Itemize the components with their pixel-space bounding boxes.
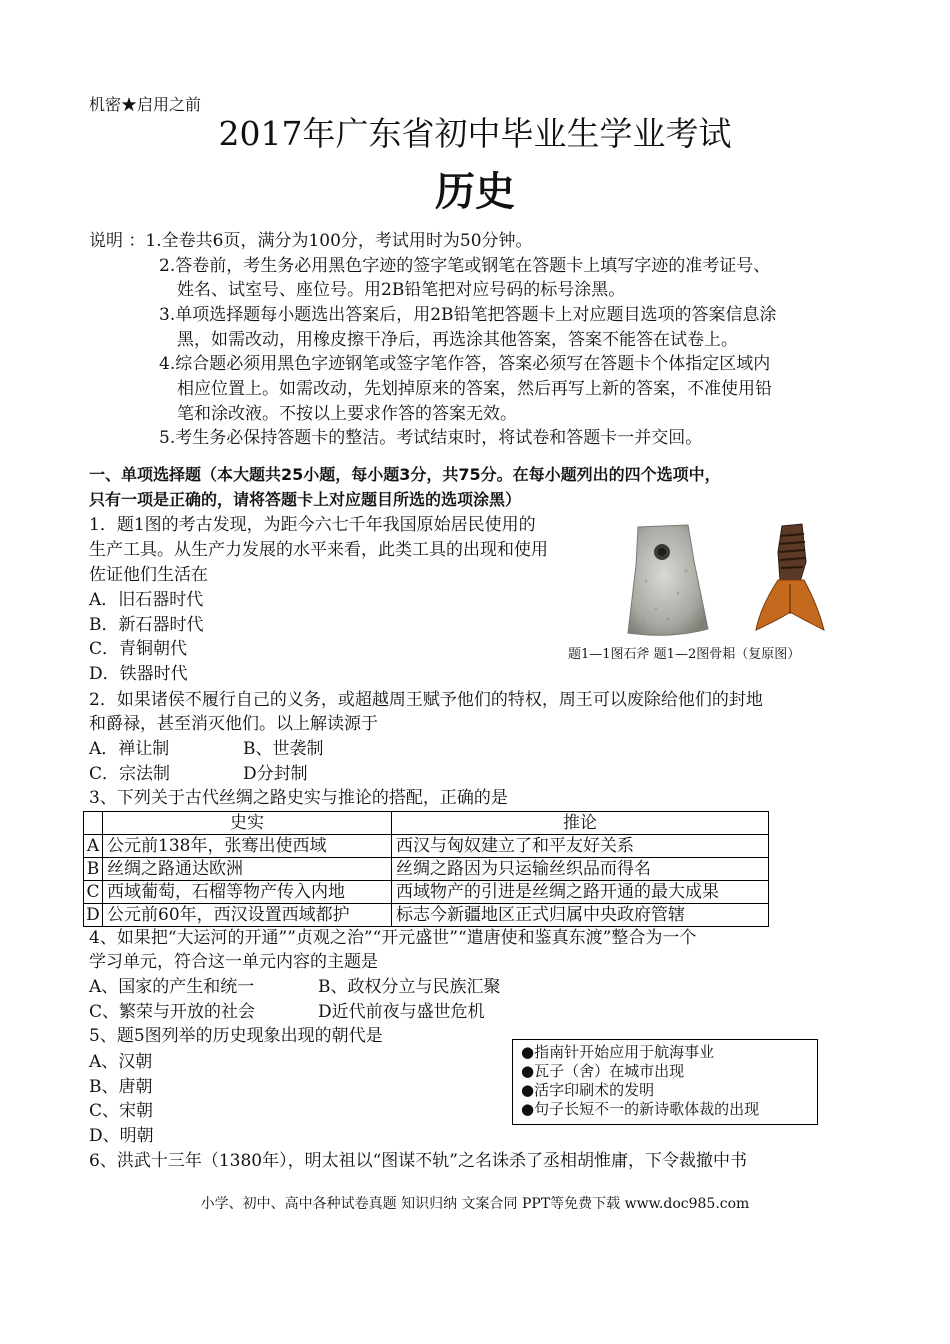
q4-option-a: A、国家的产生和统一 [89, 977, 255, 997]
q3-stem: 3、下列关于古代丝绸之路史实与推论的搭配，正确的是 [89, 788, 508, 808]
q1-option-a: A．旧石器时代 [89, 590, 204, 610]
q3-row-label: C [84, 881, 103, 904]
q5-option-a: A、汉朝 [89, 1052, 153, 1072]
q6-stem: 6、洪武十三年（1380年），明太祖以“图谋不轨”之名诛杀了丞相胡惟庸，下令裁撤中书 [89, 1151, 747, 1171]
page-footer: 小学、初中、高中各种试卷真题 知识归纳 文案合同 PPT等免费下载 www.doc985.com [200, 1196, 750, 1212]
q3-table [83, 811, 769, 927]
q4-option-c: C、繁荣与开放的社会 [89, 1002, 256, 1022]
q2-option-b: B、世袭制 [243, 739, 324, 759]
table-row [84, 881, 769, 904]
q4-stem-line-1: 4、如果把“大运河的开通””贞观之治”“开元盛世”“遣唐使和鉴真东渡”整合为一个 [89, 928, 697, 948]
q5-option-c: C、宋朝 [89, 1101, 154, 1121]
instruction-line-7: 相应位置上。如需改动，先划掉原来的答案，然后再写上新的答案，不准使用铅 [177, 379, 772, 399]
q3-header-inference: 推论 [392, 812, 769, 835]
q3-row-label: D [84, 904, 103, 927]
q5-stem: 5、题5图列举的历史现象出现的朝代是 [89, 1026, 383, 1046]
q2-option-a: A．禅让制 [89, 739, 170, 759]
q4-option-b: B、政权分立与民族汇聚 [318, 977, 501, 997]
q3-row-inference: 西汉与匈奴建立了和平友好关系 [392, 835, 769, 858]
q5-option-d: D、明朝 [89, 1126, 154, 1146]
instruction-line-8: 笔和涂改液。不按以上要求作答的答案无效。 [177, 404, 517, 424]
q5-box-item: ●活字印刷术的发明 [521, 1081, 655, 1099]
q3-row-fact: 公元前138年，张骞出使西域 [103, 835, 392, 858]
q1-stem-line-2: 生产工具。从生产力发展的水平来看，此类工具的出现和使用 [89, 540, 548, 560]
q5-box-item: ●句子长短不一的新诗歌体裁的出现 [521, 1100, 760, 1118]
exam-title: 2017年广东省初中毕业生学业考试 [218, 114, 732, 153]
q3-row-fact: 丝绸之路通达欧洲 [103, 858, 392, 881]
q1-option-b: B．新石器时代 [89, 615, 204, 635]
q3-row-label: B [84, 858, 103, 881]
q3-header-fact: 史实 [103, 812, 392, 835]
instruction-line-3: 姓名、试室号、座位号。用2B铅笔把对应号码的标号涂黑。 [177, 280, 626, 300]
confidential-label: 机密★启用之前 [89, 95, 202, 114]
instruction-line-9: 5.考生务必保持答题卡的整洁。考试结束时，将试卷和答题卡一并交回。 [159, 428, 703, 448]
q3-row-inference: 西域物产的引进是丝绸之路开通的最大成果 [392, 881, 769, 904]
instruction-line-2: 2.答卷前，考生务必用黑色字迹的签字笔或钢笔在答题卡上填写字迹的准考证号、 [159, 256, 771, 276]
q3-row-label: A [84, 835, 103, 858]
q3-row-inference: 丝绸之路因为只运输丝织品而得名 [392, 858, 769, 881]
bone-spade-image [752, 522, 828, 636]
q5-box-item: ●瓦子（舍）在城市出现 [521, 1062, 685, 1080]
q5-option-b: B、唐朝 [89, 1077, 153, 1097]
subject-title: 历史 [435, 169, 515, 215]
q1-stem-line-1: 1．题1图的考古发现，为距今六七千年我国原始居民使用的 [89, 515, 536, 535]
q3-row-inference: 标志今新疆地区正式归属中央政府管辖 [392, 904, 769, 927]
q4-option-d: D近代前夜与盛世危机 [318, 1002, 485, 1022]
q2-stem-line-2: 和爵禄，甚至消灭他们。以上解读源于 [89, 714, 378, 734]
q3-row-fact: 公元前60年，西汉设置西域都护 [103, 904, 392, 927]
q1-option-c: C．青铜朝代 [89, 639, 188, 659]
section-heading-line-1: 一、单项选择题（本大题共25小题，每小题3分，共75分。在每小题列出的四个选项中， [89, 465, 721, 484]
q2-option-c: C．宗法制 [89, 764, 171, 784]
section-heading-line-2: 只有一项是正确的，请将答题卡上对应题目所选的选项涂黑） [89, 490, 522, 509]
instruction-line-5: 黑，如需改动，用橡皮擦干净后，再选涂其他答案，答案不能答在试卷上。 [177, 330, 738, 350]
q4-stem-line-2: 学习单元，符合这一单元内容的主题是 [89, 952, 378, 972]
stone-axe-image [616, 521, 716, 641]
q2-option-d: D分封制 [243, 764, 308, 784]
table-row [84, 858, 769, 881]
q3-table-header [84, 812, 769, 835]
table-row [84, 835, 769, 858]
q1-stem-line-3: 佐证他们生活在 [89, 565, 208, 585]
q2-stem-line-1: 2．如果诸侯不履行自己的义务，或超越周王赋予他们的特权，周王可以废除给他们的封地 [89, 690, 763, 710]
q5-box-item: ●指南针开始应用于航海事业 [521, 1043, 715, 1061]
instruction-line-6: 4.综合题必须用黑色字迹钢笔或签字笔作答，答案必须写在答题卡个体指定区域内 [159, 354, 771, 374]
q5-figure-box [512, 1039, 818, 1125]
q1-figure-caption: 题1—1图石斧 题1—2图骨耜（复原图） [568, 647, 801, 662]
q1-option-d: D．铁器时代 [89, 664, 188, 684]
instruction-line-4: 3.单项选择题每小题选出答案后，用2B铅笔把答题卡上对应题目选项的答案信息涂 [159, 305, 777, 325]
q3-row-fact: 西域葡萄，石榴等物产传入内地 [103, 881, 392, 904]
table-row [84, 904, 769, 927]
instruction-line-1: 说明 ：1.全卷共6页，满分为100分，考试用时为50分钟。 [89, 231, 533, 251]
